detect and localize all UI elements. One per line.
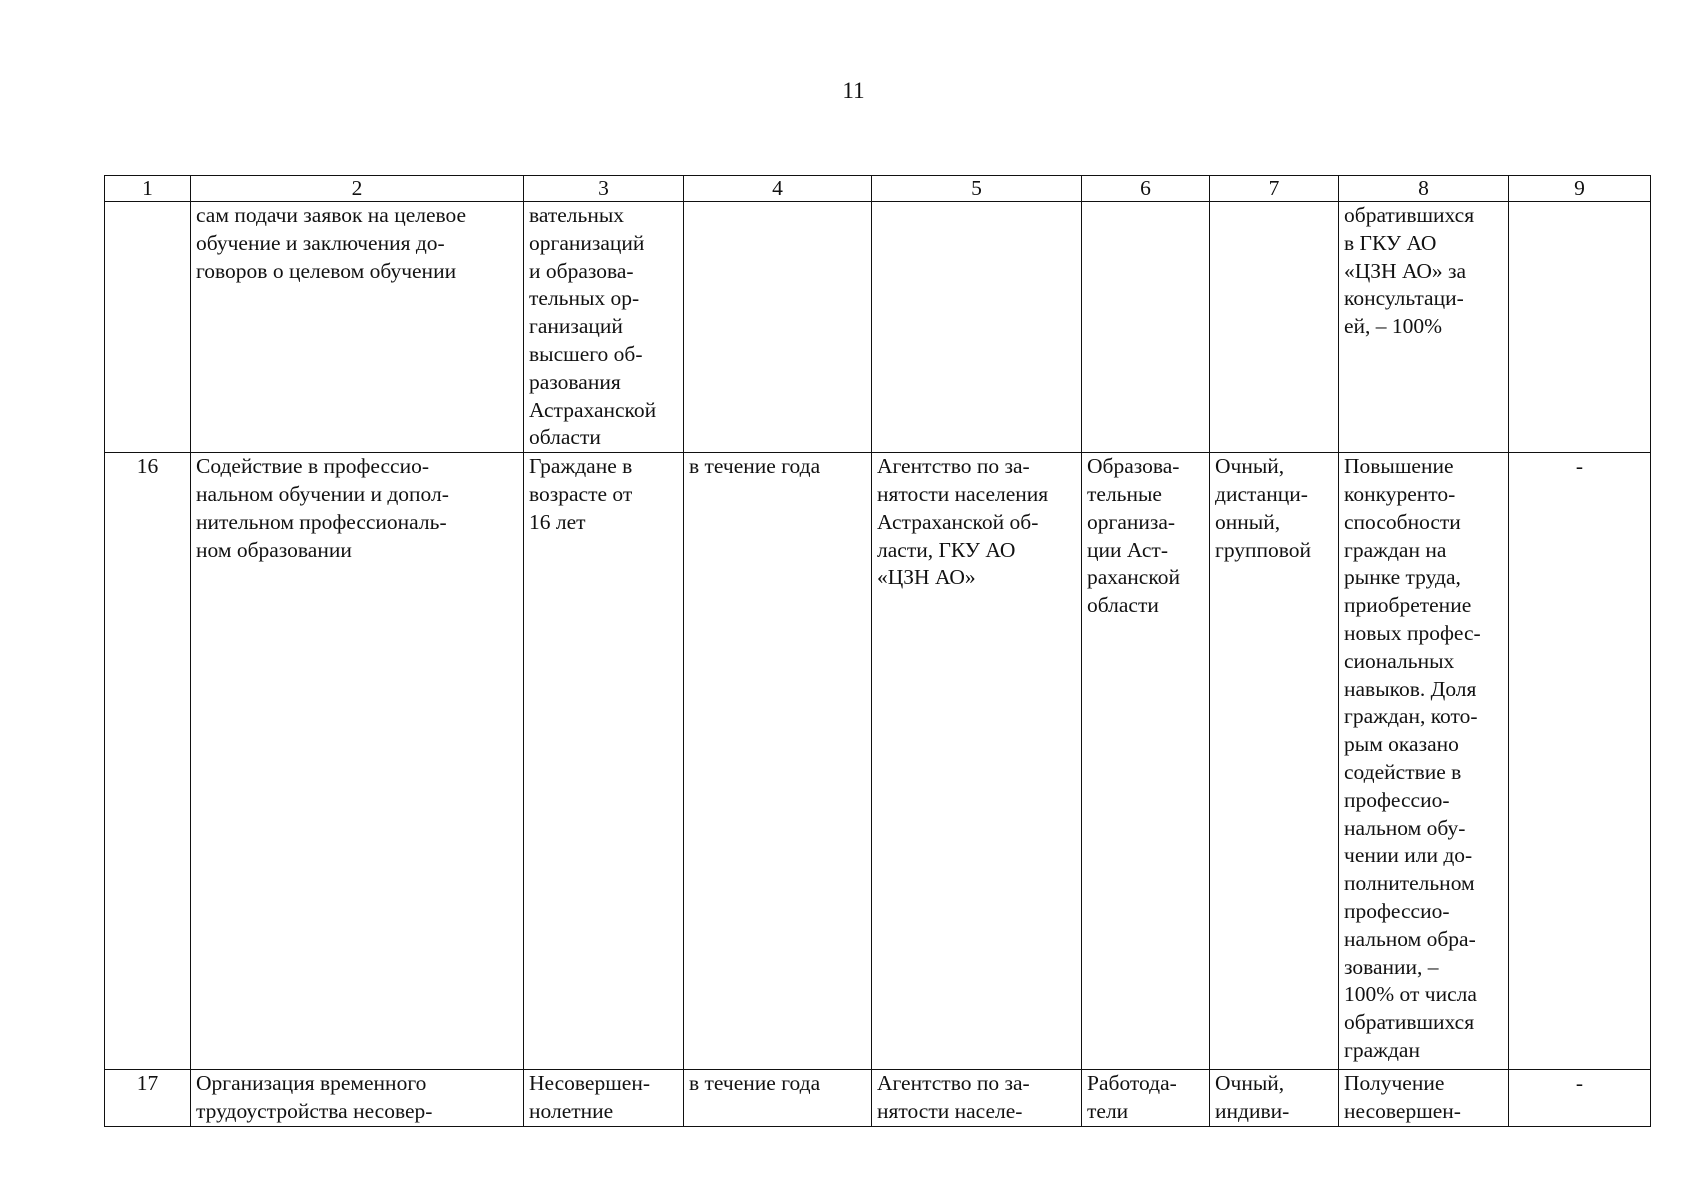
row-number: 16 [105, 453, 191, 1070]
executor-cell: Агентство по за- нятости населе- [872, 1070, 1082, 1127]
column-header: 3 [524, 176, 684, 202]
result-cell: обратившихся в ГКУ АО «ЦЗН АО» за консультаци- ей, – 100% [1339, 202, 1509, 453]
column-header: 2 [191, 176, 524, 202]
executor-cell: Агентство по за- нятости населения Астраханской об- ласти, ГКУ АО «ЦЗН АО» [872, 453, 1082, 1070]
form-cell [1210, 202, 1339, 453]
column-header: 4 [684, 176, 872, 202]
executor-cell [872, 202, 1082, 453]
page-number: 11 [842, 78, 865, 103]
partners-cell [1082, 202, 1210, 453]
target-group-cell: Несовершен- нолетние [524, 1070, 684, 1127]
column-header: 8 [1339, 176, 1509, 202]
column-header: 9 [1509, 176, 1651, 202]
partners-cell: Образова- тельные организа- ции Аст- раханской области [1082, 453, 1210, 1070]
measures-table [104, 175, 1651, 1127]
activity-cell: Организация временного трудоустройства несовер- [191, 1070, 524, 1127]
table-row [105, 1070, 1651, 1127]
result-cell: Повышение конкуренто- способности граждан на рынке труда, приобретение новых профес- сиональных навыков. Доля граждан, кото- рым оказано содействие в профессио- нальном обу- чении или до- полнительном профессио- нальном обра- зовании, – 100% от числа обратившихся граждан [1339, 453, 1509, 1070]
row-number: 17 [105, 1070, 191, 1127]
period-cell: в течение года [684, 453, 872, 1070]
note-cell: - [1509, 1070, 1651, 1127]
note-cell [1509, 202, 1651, 453]
column-header: 5 [872, 176, 1082, 202]
row-number [105, 202, 191, 453]
column-header: 1 [105, 176, 191, 202]
column-number-header [105, 176, 1651, 202]
column-header: 6 [1082, 176, 1210, 202]
period-cell [684, 202, 872, 453]
note-cell: - [1509, 453, 1651, 1070]
form-cell: Очный, дистанци- онный, групповой [1210, 453, 1339, 1070]
column-header: 7 [1210, 176, 1339, 202]
activity-cell: сам подачи заявок на целевое обучение и заключения до- говоров о целевом обучении [191, 202, 524, 453]
form-cell: Очный, индиви- [1210, 1070, 1339, 1127]
target-group-cell: вательных организаций и образова- тельных ор- ганизаций высшего об- разования Астраханской области [524, 202, 684, 453]
period-cell: в течение года [684, 1070, 872, 1127]
target-group-cell: Граждане в возрасте от 16 лет [524, 453, 684, 1070]
partners-cell: Работода- тели [1082, 1070, 1210, 1127]
table-row [105, 202, 1651, 453]
activity-cell: Содействие в профессио- нальном обучении и допол- нительном профессиональ- ном образовании [191, 453, 524, 1070]
table-row [105, 453, 1651, 1070]
result-cell: Получение несовершен- [1339, 1070, 1509, 1127]
